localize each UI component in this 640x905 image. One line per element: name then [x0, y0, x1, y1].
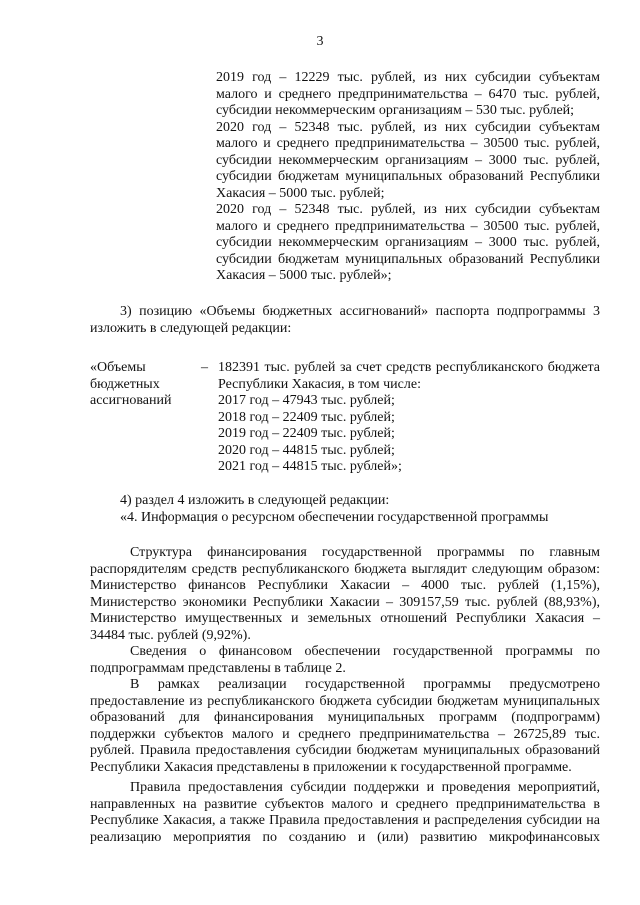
funding-line-2019: 2019 год – 12229 тыс. рублей, из них субсидии субъектам малого и среднего предпринимательства – 6470 тыс. рублей, субсидии некоммерческим организациям – 530 тыс. рублей; — [216, 70, 600, 118]
item-4-block — [90, 493, 600, 526]
funding-line-2020-repeat: 2020 год – 52348 тыс. рублей, из них субсидии субъектам малого и среднего предпринимательства – 30500 тыс. рублей, субсидии некоммерческим организациям – 3000 тыс. рублей, субсидии бюджетам муниципальных образований Республики Хакасия – 5000 тыс. рублей»; — [216, 202, 600, 283]
budget-allocations-values — [218, 360, 600, 476]
item-3-paragraph — [90, 304, 600, 337]
budget-allocations-label — [90, 360, 200, 410]
page-number: 3 — [316, 34, 324, 49]
allocation-2020: 2020 год – 44815 тыс. рублей; — [218, 442, 395, 458]
label-line: «Объемы — [90, 360, 146, 375]
allocation-2018: 2018 год – 22409 тыс. рублей; — [218, 409, 395, 425]
item-4-text: 4) раздел 4 изложить в следующей редакции: — [120, 493, 390, 508]
paragraph-municipal-subsidies: В рамках реализации государственной программы предусмотрено предоставление из республиканского бюджета субсидии бюджетам муниципальных образований для финансирования муниципальных программ (подпрограмм) поддержки субъектов малого и среднего предпринимательства – 26725,89 тыс. рублей. Правила предоставления субсидии бюджетам муниципальных образований Республики Хакасия представлены в приложении к государственной программе. — [90, 677, 600, 775]
label-dash: – — [201, 360, 208, 375]
section-4-body — [90, 545, 600, 846]
label-line: ассигнований — [90, 393, 172, 408]
paragraph-subsidy-rules: Правила предоставления субсидии поддержки и проведения мероприятий, направленных на развитие субъектов малого и среднего предпринимательства в Республике Хакасия, а также Правила предоставления и распределения субсидии на реализацию мероприятия по созданию и (или) развитию микрофинансовых — [90, 780, 600, 845]
allocation-total: 182391 тыс. рублей за счет средств республиканского бюджета Республики Хакасия, в том числе: — [218, 360, 600, 392]
label-line: бюджетных — [90, 376, 160, 392]
funding-by-year-list — [216, 70, 600, 285]
allocation-2019: 2019 год – 22409 тыс. рублей; — [218, 426, 395, 441]
paragraph-table-reference: Сведения о финансовом обеспечении государственной программы по подпрограммам представлены в таблице 2. — [90, 644, 600, 676]
allocation-2021: 2021 год – 44815 тыс. рублей»; — [218, 459, 402, 474]
item-3-text: 3) позицию «Объемы бюджетных ассигнований» паспорта подпрограммы 3 изложить в следующей редакции: — [90, 304, 600, 336]
allocation-2017: 2017 год – 47943 тыс. рублей; — [218, 393, 395, 408]
paragraph-financing-structure: Структура финансирования государственной программы по главным распорядителям средств республиканского бюджета выглядит следующим образом: Министерство финансов Республики Хакасии – 4000 тыс. рублей (1,15%), Министерство экономики Республики Хакасии – 309157,59 тыс. рублей (88,93%), Министерство имущественных и земельных отношений Республики Хакасия – 34484 тыс. рублей (9,92%). — [90, 545, 600, 643]
funding-line-2020: 2020 год – 52348 тыс. рублей, из них субсидии субъектам малого и среднего предпринимательства – 30500 тыс. рублей, субсидии некоммерческим организациям – 3000 тыс. рублей, субсидии бюджетам муниципальных образований Республики Хакасия – 5000 тыс. рублей; — [216, 119, 600, 201]
section-4-title: «4. Информация о ресурсном обеспечении государственной программы — [120, 509, 549, 525]
